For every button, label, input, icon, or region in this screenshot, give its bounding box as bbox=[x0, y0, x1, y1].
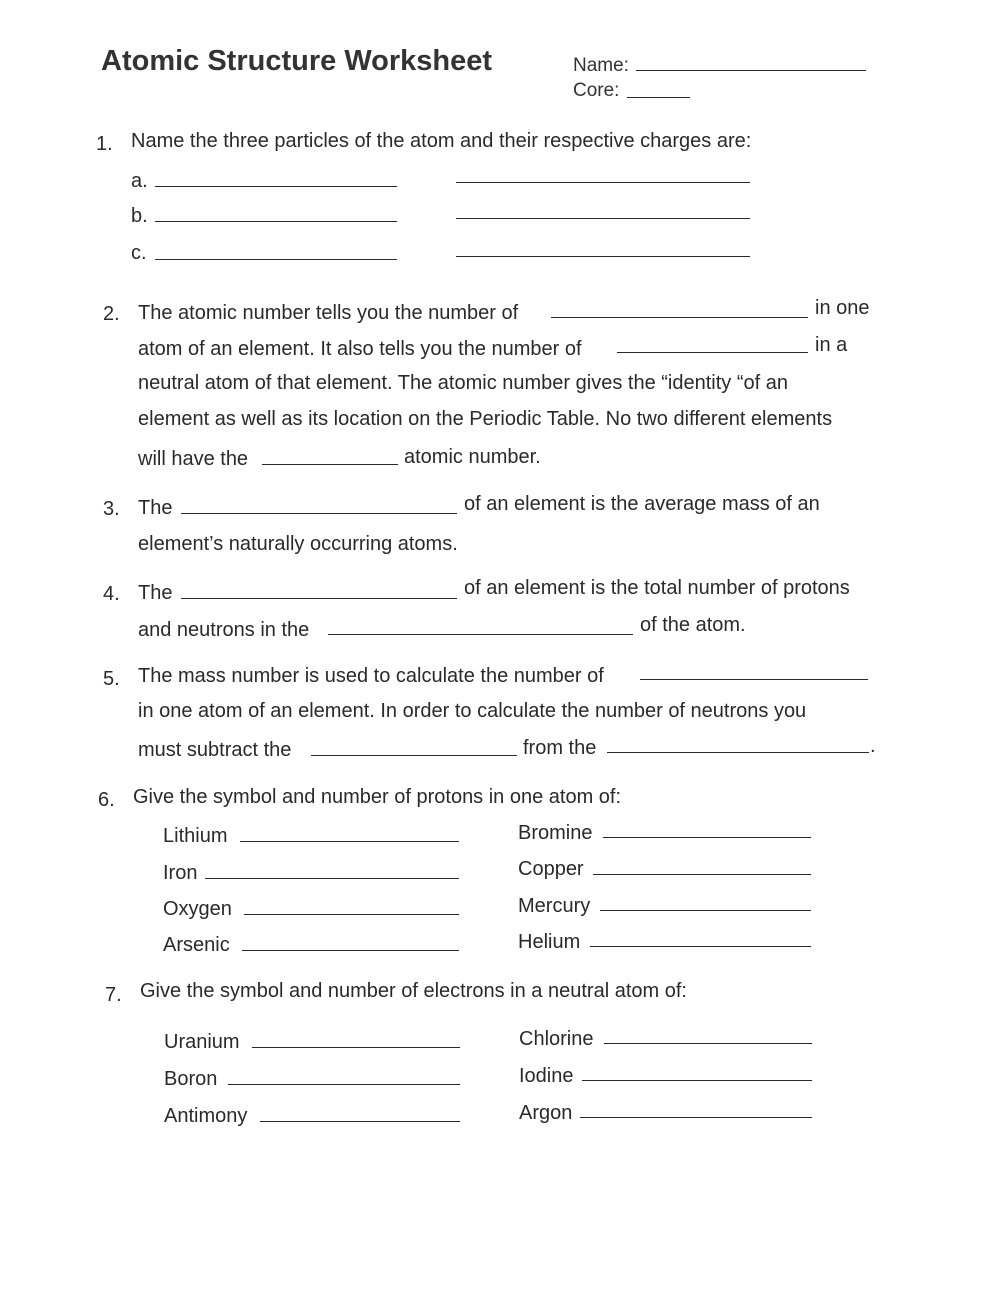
q5-blank-1[interactable] bbox=[640, 679, 868, 680]
q6-number: 6. bbox=[98, 789, 115, 811]
q6-answer-field[interactable] bbox=[205, 878, 459, 879]
q6-element-label: Helium bbox=[518, 931, 581, 953]
q7-element-label: Boron bbox=[164, 1068, 218, 1090]
q5-blank-2[interactable] bbox=[311, 755, 517, 756]
q1-number: 1. bbox=[96, 133, 113, 155]
q6-answer-field[interactable] bbox=[593, 874, 811, 875]
q5-line3-start: must subtract the bbox=[138, 739, 292, 761]
q2-line2-start: atom of an element. It also tells you the number of bbox=[138, 338, 582, 360]
q1-charge-c-field[interactable] bbox=[456, 256, 750, 257]
q7-element-label: Antimony bbox=[164, 1105, 248, 1127]
q7-element-label: Uranium bbox=[164, 1031, 240, 1053]
q2-blank-1[interactable] bbox=[551, 317, 808, 318]
q1-item-c-label: c. bbox=[131, 242, 147, 264]
q4-blank-1[interactable] bbox=[181, 598, 457, 599]
q4-line2-end: of the atom. bbox=[640, 614, 746, 636]
q1-particle-c-field[interactable] bbox=[155, 259, 397, 260]
q7-answer-field[interactable] bbox=[228, 1084, 460, 1085]
q2-line5-start: will have the bbox=[138, 448, 249, 470]
q4-line1-start: The bbox=[138, 582, 173, 604]
q1-particle-b-field[interactable] bbox=[155, 221, 397, 222]
q1-charge-a-field[interactable] bbox=[456, 182, 750, 183]
core-label: Core: bbox=[573, 80, 620, 101]
core-field[interactable] bbox=[627, 97, 690, 98]
q7-answer-field[interactable] bbox=[604, 1043, 812, 1044]
q7-element-label: Argon bbox=[519, 1102, 573, 1124]
q6-element-label: Oxygen bbox=[163, 898, 232, 920]
q6-answer-field[interactable] bbox=[242, 950, 459, 951]
q2-line1-end: in one bbox=[815, 297, 870, 319]
q6-element-label: Lithium bbox=[163, 825, 228, 847]
q2-line2-end: in a bbox=[815, 334, 848, 356]
q5-line2: in one atom of an element. In order to calculate the number of neutrons you bbox=[138, 700, 807, 722]
q3-number: 3. bbox=[103, 498, 120, 520]
q2-line5-end: atomic number. bbox=[404, 446, 541, 468]
q2-blank-3[interactable] bbox=[262, 464, 398, 465]
q1-charge-b-field[interactable] bbox=[456, 218, 750, 219]
q1-particle-a-field[interactable] bbox=[155, 186, 397, 187]
q3-blank-1[interactable] bbox=[181, 513, 457, 514]
q1-item-a-label: a. bbox=[131, 170, 148, 192]
q3-line1-start: The bbox=[138, 497, 173, 519]
name-field[interactable] bbox=[636, 70, 866, 71]
q5-number: 5. bbox=[103, 668, 120, 690]
q7-answer-field[interactable] bbox=[582, 1080, 812, 1081]
q6-element-label: Bromine bbox=[518, 822, 593, 844]
q4-number: 4. bbox=[103, 583, 120, 605]
q5-line1: The mass number is used to calculate the number of bbox=[138, 665, 604, 687]
q4-blank-2[interactable] bbox=[328, 634, 633, 635]
q4-line2-start: and neutrons in the bbox=[138, 619, 310, 641]
q7-answer-field[interactable] bbox=[252, 1047, 460, 1048]
name-label: Name: bbox=[573, 55, 629, 76]
q2-line1-start: The atomic number tells you the number of bbox=[138, 302, 519, 324]
q7-element-label: Iodine bbox=[519, 1065, 574, 1087]
q3-line1-end: of an element is the average mass of an bbox=[464, 493, 820, 515]
q7-text: Give the symbol and number of electrons in a neutral atom of: bbox=[140, 980, 687, 1002]
q2-line3: neutral atom of that element. The atomic number gives the “identity “of an bbox=[138, 372, 788, 394]
q2-number: 2. bbox=[103, 303, 120, 325]
worksheet-title: Atomic Structure Worksheet bbox=[101, 45, 493, 77]
q7-element-label: Chlorine bbox=[519, 1028, 594, 1050]
q6-text: Give the symbol and number of protons in one atom of: bbox=[133, 786, 622, 808]
q7-answer-field[interactable] bbox=[260, 1121, 460, 1122]
q7-answer-field[interactable] bbox=[580, 1117, 812, 1118]
q6-element-label: Arsenic bbox=[163, 934, 230, 956]
q6-answer-field[interactable] bbox=[244, 914, 459, 915]
q5-blank-3[interactable] bbox=[607, 752, 869, 753]
q2-blank-2[interactable] bbox=[617, 352, 808, 353]
q1-text: Name the three particles of the atom and their respective charges are: bbox=[131, 130, 752, 152]
q1-item-b-label: b. bbox=[131, 205, 148, 227]
q5-line3-end: . bbox=[870, 735, 876, 757]
q6-answer-field[interactable] bbox=[240, 841, 459, 842]
q5-line3-mid: from the bbox=[523, 737, 597, 759]
q2-line4: element as well as its location on the Periodic Table. No two different elements bbox=[138, 408, 833, 430]
q6-element-label: Mercury bbox=[518, 895, 591, 917]
q7-number: 7. bbox=[105, 984, 122, 1006]
q6-element-label: Copper bbox=[518, 858, 584, 880]
q6-answer-field[interactable] bbox=[600, 910, 811, 911]
q6-answer-field[interactable] bbox=[590, 946, 811, 947]
q6-answer-field[interactable] bbox=[603, 837, 811, 838]
q4-line1-end: of an element is the total number of protons bbox=[464, 577, 850, 599]
q3-line2: element’s naturally occurring atoms. bbox=[138, 533, 458, 555]
q6-element-label: Iron bbox=[163, 862, 198, 884]
